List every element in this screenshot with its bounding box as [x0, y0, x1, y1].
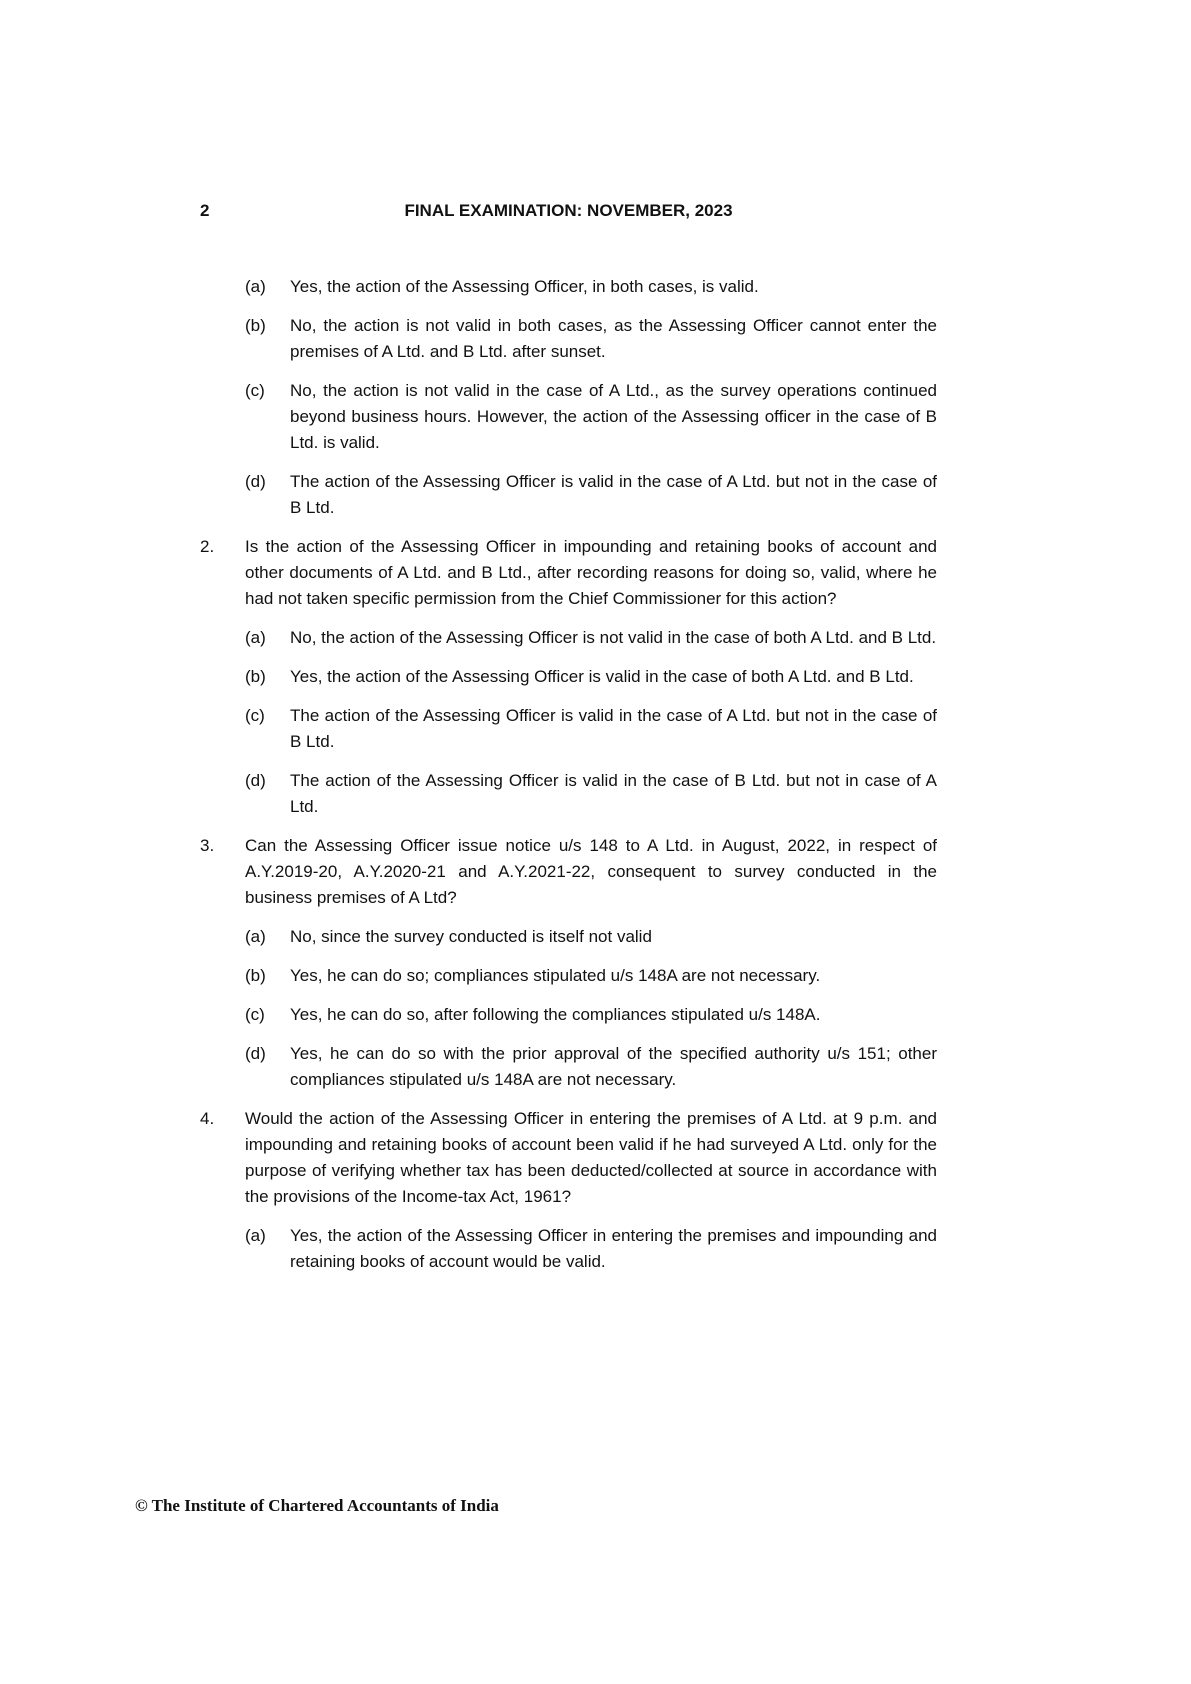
option-text: No, the action is not valid in both cases, as the Assessing Officer cannot enter the premises of A Ltd. and B Ltd. after sunset. [290, 316, 937, 361]
footer-copyright: © The Institute of Chartered Accountants of India [135, 1496, 499, 1515]
option-label: (c) [245, 381, 265, 400]
option-item [245, 378, 937, 456]
option-label: (d) [245, 771, 266, 790]
option-text: Yes, he can do so with the prior approval of the specified authority u/s 151; other compliances stipulated u/s 148A are not necessary. [290, 1044, 937, 1089]
option-text: Yes, the action of the Assessing Officer, in both cases, is valid. [290, 277, 759, 296]
option-text: Yes, he can do so; compliances stipulated u/s 148A are not necessary. [290, 966, 821, 985]
option-item [245, 768, 937, 820]
question-block [200, 1106, 937, 1275]
page-content [200, 198, 937, 1288]
question-text: Would the action of the Assessing Officer in entering the premises of A Ltd. at 9 p.m. and impounding and retaining books of account been valid if he had surveyed A Ltd. only for the purpose of verifying whether tax has been deducted/collected at source in accordance with the provisions of the Income-tax Act, 1961? [245, 1109, 937, 1206]
question-options [200, 924, 937, 1093]
option-text: Yes, the action of the Assessing Officer is valid in the case of both A Ltd. and B Ltd. [290, 667, 914, 686]
question-block [200, 833, 937, 1093]
option-item [245, 1223, 937, 1275]
option-item [245, 274, 937, 300]
question-item [200, 833, 937, 911]
question-options [200, 625, 937, 820]
question-number: 2. [200, 537, 215, 556]
option-label: (a) [245, 927, 266, 946]
option-label: (c) [245, 1005, 265, 1024]
option-text: Yes, the action of the Assessing Officer in entering the premises and impounding and retaining books of account would be valid. [290, 1226, 937, 1271]
option-label: (c) [245, 706, 265, 725]
page-header [200, 198, 937, 224]
option-label: (b) [245, 966, 266, 985]
option-text: Yes, he can do so, after following the compliances stipulated u/s 148A. [290, 1005, 821, 1024]
option-label: (b) [245, 316, 266, 335]
option-item [245, 625, 937, 651]
page-title: FINAL EXAMINATION: NOVEMBER, 2023 [404, 201, 733, 220]
option-item [245, 469, 937, 521]
question-number: 4. [200, 1109, 215, 1128]
option-text: No, since the survey conducted is itself not valid [290, 927, 652, 946]
orphan-options-list [200, 274, 937, 521]
question-item [200, 1106, 937, 1210]
option-text: The action of the Assessing Officer is valid in the case of B Ltd. but not in case of A Ltd. [290, 771, 937, 816]
question-item [200, 534, 937, 612]
option-label: (a) [245, 628, 266, 647]
option-item [245, 313, 937, 365]
question-number: 3. [200, 836, 215, 855]
question-text: Is the action of the Assessing Officer in impounding and retaining books of account and other documents of A Ltd. and B Ltd., after recording reasons for doing so, valid, where he had not taken specific permission from the Chief Commissioner for this action? [245, 537, 937, 608]
option-text: No, the action of the Assessing Officer is not valid in the case of both A Ltd. and B Ltd. [290, 628, 937, 647]
question-block [200, 534, 937, 820]
option-text: No, the action is not valid in the case of A Ltd., as the survey operations continued beyond business hours. However, the action of the Assessing officer in the case of B Ltd. is valid. [290, 381, 937, 452]
option-label: (a) [245, 1226, 266, 1245]
option-label: (d) [245, 472, 266, 491]
option-text: The action of the Assessing Officer is valid in the case of A Ltd. but not in the case of B Ltd. [290, 472, 937, 517]
option-item [245, 664, 937, 690]
option-text: The action of the Assessing Officer is valid in the case of A Ltd. but not in the case of B Ltd. [290, 706, 937, 751]
option-item [245, 1041, 937, 1093]
option-item [245, 1002, 937, 1028]
option-label: (a) [245, 277, 266, 296]
question-options [200, 1223, 937, 1275]
option-item [245, 963, 937, 989]
question-text: Can the Assessing Officer issue notice u/s 148 to A Ltd. in August, 2022, in respect of A.Y.2019-20, A.Y.2020-21 and A.Y.2021-22, consequent to survey conducted in the business premises of A Ltd? [245, 836, 937, 907]
option-item [245, 703, 937, 755]
page-number: 2 [200, 201, 210, 220]
option-label: (b) [245, 667, 266, 686]
option-item [245, 924, 937, 950]
questions [200, 534, 937, 1275]
option-label: (d) [245, 1044, 266, 1063]
